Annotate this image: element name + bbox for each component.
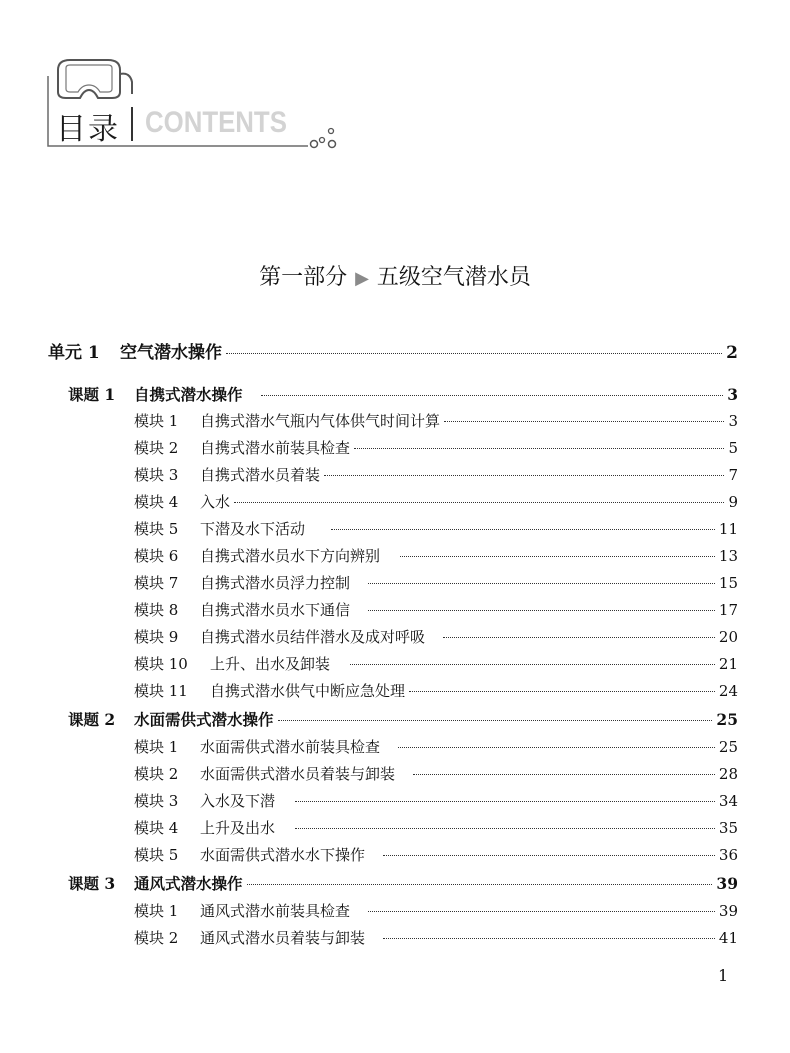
page-ref: 5 — [728, 439, 738, 457]
page-ref: 36 — [718, 846, 738, 864]
page-ref: 15 — [718, 574, 738, 592]
leader-dots — [234, 502, 724, 503]
toc-module-row[interactable] — [134, 736, 738, 757]
toc-module-row[interactable] — [134, 545, 738, 566]
part-prefix: 第一部分 — [259, 265, 348, 290]
toc-module-row[interactable] — [134, 410, 738, 431]
module-number: 模块 1 — [134, 902, 179, 920]
toc-module-row[interactable] — [134, 626, 738, 647]
toc-module-row[interactable] — [134, 680, 738, 701]
module-number: 模块 5 — [134, 846, 179, 864]
module-title: 自携式潜水前装具检查 — [200, 439, 351, 457]
module-number: 模块 3 — [134, 792, 179, 810]
page-ref: 25 — [718, 738, 738, 756]
page-ref: 21 — [718, 655, 738, 673]
module-title: 自携式潜水员浮力控制 — [200, 574, 351, 592]
page-ref: 2 — [726, 343, 738, 363]
leader-dots — [295, 801, 715, 802]
topic-title: 自携式潜水操作 — [134, 385, 243, 404]
toc-topic-row[interactable] — [68, 872, 738, 894]
module-number: 模块 1 — [134, 738, 179, 756]
leader-dots — [331, 529, 715, 530]
module-number: 模块 3 — [134, 466, 179, 484]
module-title: 自携式潜水员结伴潜水及成对呼吸 — [200, 628, 426, 646]
page-ref: 25 — [716, 710, 738, 729]
module-number: 模块 11 — [134, 682, 188, 700]
module-title: 上升及出水 — [200, 819, 276, 837]
module-number: 模块 6 — [134, 547, 179, 565]
module-title: 自携式潜水员水下通信 — [200, 601, 351, 619]
leader-dots — [226, 353, 722, 354]
part-heading — [0, 260, 790, 291]
leader-dots — [400, 556, 715, 557]
leader-dots — [368, 610, 715, 611]
module-number: 模块 2 — [134, 765, 179, 783]
page-ref: 41 — [718, 929, 738, 947]
module-title: 通风式潜水前装具检查 — [200, 902, 351, 920]
toc-module-row[interactable] — [134, 844, 738, 865]
topic-title: 通风式潜水操作 — [134, 874, 243, 893]
leader-dots — [383, 938, 715, 939]
toc-topic-row[interactable] — [68, 383, 738, 405]
module-number: 模块 7 — [134, 574, 179, 592]
toc-title-english: CONTENTS — [145, 106, 287, 139]
module-title: 自携式潜水气瓶内气体供气时间计算 — [200, 412, 441, 430]
toc-module-row[interactable] — [134, 900, 738, 921]
page-ref: 24 — [718, 682, 738, 700]
page-ref: 9 — [728, 493, 738, 511]
page-ref: 34 — [718, 792, 738, 810]
triangle-arrow-icon: ▶ — [355, 268, 369, 289]
toc-title: 目录 — [56, 112, 120, 147]
leader-dots — [368, 911, 715, 912]
page-ref: 28 — [718, 765, 738, 783]
module-title: 水面需供式潜水员着装与卸装 — [200, 765, 396, 783]
leader-dots — [261, 395, 724, 396]
toc-module-row[interactable] — [134, 518, 738, 539]
page-ref: 17 — [718, 601, 738, 619]
page-ref: 39 — [718, 902, 738, 920]
unit-number: 单元 1 — [48, 343, 100, 363]
module-title: 自携式潜水员水下方向辨别 — [200, 547, 381, 565]
leader-dots — [278, 720, 713, 721]
page-ref: 20 — [718, 628, 738, 646]
toc-module-row[interactable] — [134, 817, 738, 838]
toc-unit-row[interactable] — [48, 338, 738, 363]
leader-dots — [409, 691, 715, 692]
page-number: 1 — [718, 966, 729, 985]
module-number: 模块 2 — [134, 929, 179, 947]
toc-module-row[interactable] — [134, 599, 738, 620]
leader-dots — [324, 475, 724, 476]
toc-module-row[interactable] — [134, 491, 738, 512]
toc-module-row[interactable] — [134, 572, 738, 593]
leader-dots — [444, 421, 724, 422]
toc-topic-row[interactable] — [68, 708, 738, 730]
page-ref: 7 — [728, 466, 738, 484]
toc-module-row[interactable] — [134, 790, 738, 811]
module-number: 模块 8 — [134, 601, 179, 619]
module-title: 下潜及水下活动 — [200, 520, 306, 538]
module-title: 水面需供式潜水前装具检查 — [200, 738, 381, 756]
page-ref: 11 — [718, 520, 738, 538]
module-title: 水面需供式潜水水下操作 — [200, 846, 366, 864]
toc-module-row[interactable] — [134, 653, 738, 674]
leader-dots — [383, 855, 715, 856]
module-number: 模块 1 — [134, 412, 179, 430]
leader-dots — [443, 637, 715, 638]
page-ref: 3 — [728, 412, 738, 430]
leader-dots — [354, 448, 724, 449]
leader-dots — [247, 884, 713, 885]
module-title: 入水及下潜 — [200, 792, 276, 810]
module-number: 模块 2 — [134, 439, 179, 457]
module-number: 模块 4 — [134, 493, 179, 511]
leader-dots — [368, 583, 715, 584]
topic-number: 课题 2 — [68, 710, 116, 729]
toc-module-row[interactable] — [134, 927, 738, 948]
leader-dots — [398, 747, 715, 748]
topic-title: 水面需供式潜水操作 — [134, 710, 274, 729]
part-title: 五级空气潜水员 — [376, 265, 531, 290]
unit-title: 空气潜水操作 — [120, 343, 222, 363]
module-number: 模块 5 — [134, 520, 179, 538]
module-title: 通风式潜水员着装与卸装 — [200, 929, 366, 947]
module-title: 上升、出水及卸装 — [210, 655, 331, 673]
page-ref: 39 — [716, 874, 738, 893]
page-ref: 35 — [718, 819, 738, 837]
module-number: 模块 4 — [134, 819, 179, 837]
module-title: 自携式潜水员着装 — [200, 466, 321, 484]
toc-module-row[interactable] — [134, 763, 738, 784]
toc-module-row[interactable] — [134, 437, 738, 458]
topic-number: 课题 1 — [68, 385, 116, 404]
leader-dots — [413, 774, 715, 775]
module-title: 入水 — [200, 493, 231, 511]
title-divider — [131, 107, 133, 141]
page-ref: 13 — [718, 547, 738, 565]
page-ref: 3 — [727, 385, 738, 404]
leader-dots — [350, 664, 715, 665]
toc-module-row[interactable] — [134, 464, 738, 485]
module-number: 模块 10 — [134, 655, 188, 673]
leader-dots — [295, 828, 715, 829]
module-number: 模块 9 — [134, 628, 179, 646]
topic-number: 课题 3 — [68, 874, 116, 893]
module-title: 自携式潜水供气中断应急处理 — [210, 682, 406, 700]
